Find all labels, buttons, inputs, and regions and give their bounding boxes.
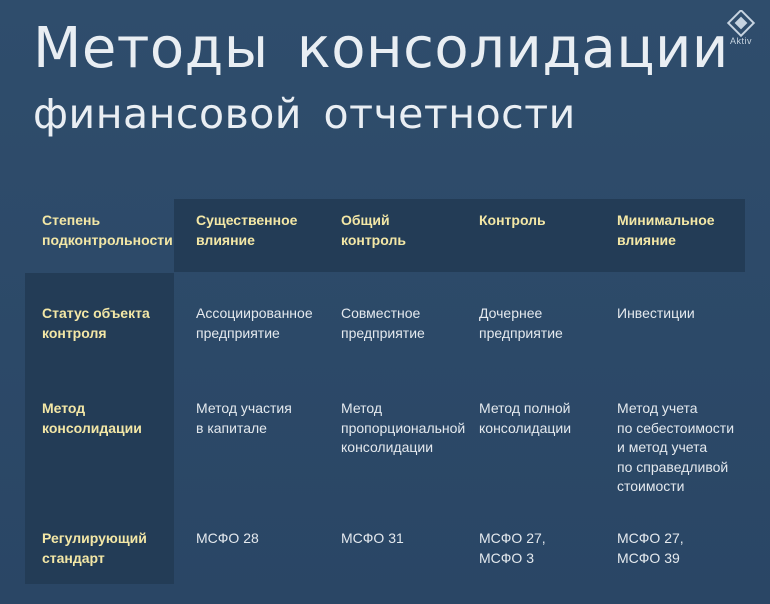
aktiv-logo: [722, 10, 760, 48]
column-header: Контроль: [479, 212, 546, 228]
table-cell: Совместное предприятие: [341, 305, 425, 341]
table-cell: Метод полной консолидации: [479, 400, 572, 436]
row-label: Статус объекта контроля: [42, 305, 150, 341]
row-label: Метод консолидации: [42, 400, 142, 436]
table-cell: МСФО 31: [341, 530, 404, 546]
table-cell: Ассоциированное предприятие: [196, 305, 313, 341]
table-corner-label: Степень подконтрольности: [42, 212, 173, 248]
column-header: Общий контроль: [341, 212, 406, 248]
title-line-1: Методы консолидации: [33, 16, 729, 81]
column-header: Существенное влияние: [196, 212, 298, 248]
table-cell: Инвестиции: [617, 305, 695, 321]
table-cell: Дочернее предприятие: [479, 305, 563, 341]
table-cell: МСФО 28: [196, 530, 259, 546]
table-cell: МСФО 27, МСФО 3: [479, 530, 546, 566]
table-cell: МСФО 27, МСФО 39: [617, 530, 684, 566]
table-cell: Метод учета по себестоимости и метод учета по справедливой стоимости: [617, 400, 735, 494]
column-header: Минимальное влияние: [617, 212, 715, 248]
row-label: Регулирующий стандарт: [42, 530, 147, 566]
table-cell: Метод участия в капитале: [196, 400, 292, 436]
diamond-logo-icon: [722, 10, 760, 38]
title-line-2: финансовой отчетности: [33, 90, 576, 138]
logo-text: Aktiv: [729, 36, 752, 46]
table-cell: Метод пропорциональной консолидации: [341, 400, 466, 455]
